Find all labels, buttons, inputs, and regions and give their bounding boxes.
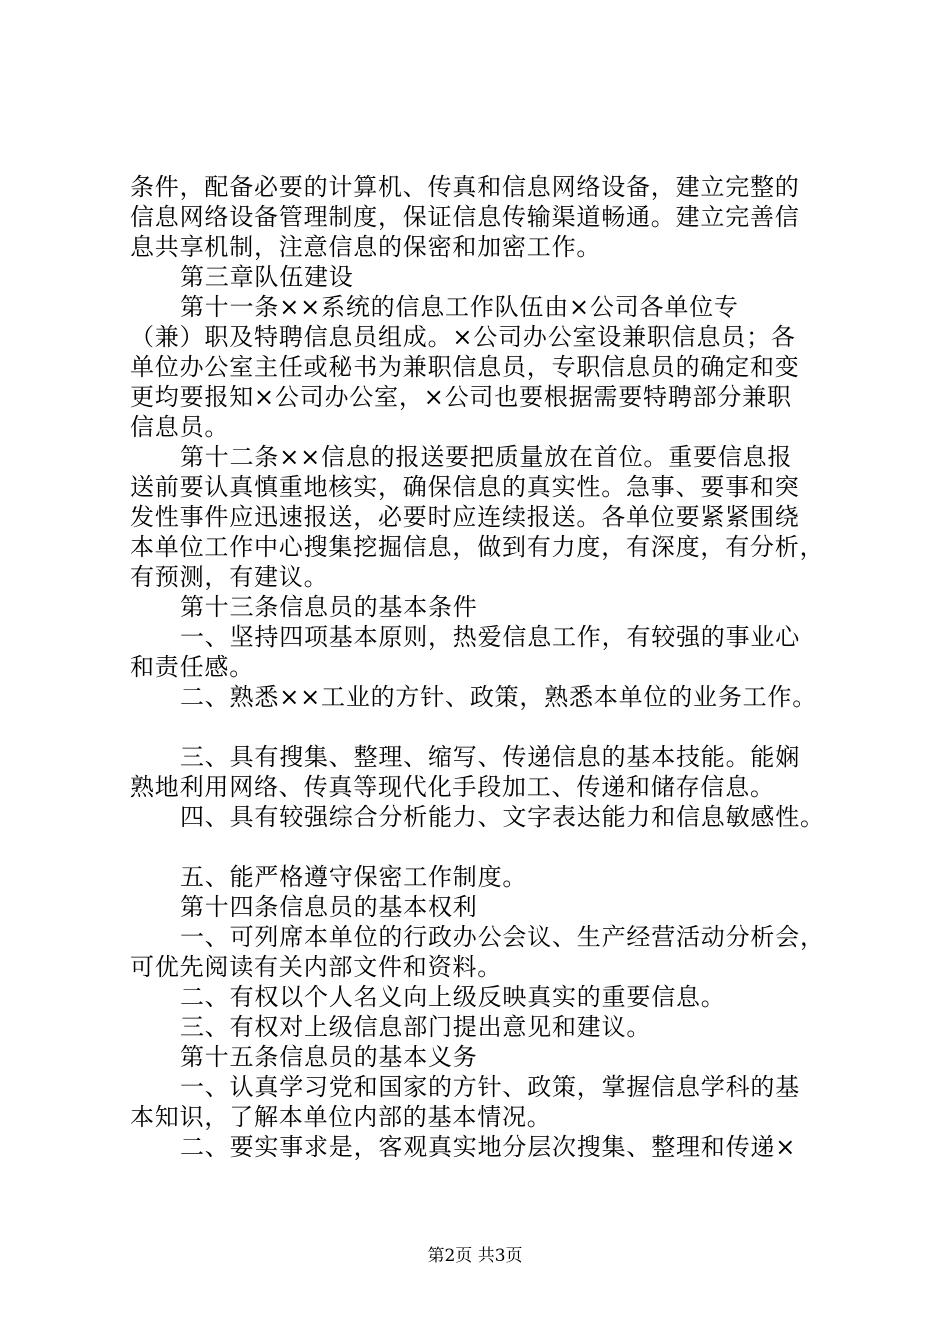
text-line: 更均要报知×公司办公室，×公司也要根据需要特聘部分兼职 — [130, 383, 792, 411]
text-line: 第十四条信息员的基本权利 — [180, 893, 478, 921]
text-line: 本单位工作中心搜集挖掘信息，做到有力度，有深度，有分析， — [130, 533, 825, 561]
text-line: 信息员。 — [130, 413, 230, 441]
text-line: 送前要认真慎重地核实，确保信息的真实性。急事、要事和突 — [130, 473, 800, 501]
document-body — [130, 172, 835, 1162]
text-line: 一、可列席本单位的行政办公会议、生产经营活动分析会， — [180, 923, 825, 951]
text-line: 第十二条××信息的报送要把质量放在首位。重要信息报 — [180, 443, 793, 471]
text-line: 和责任感。 — [130, 653, 254, 681]
text-line: 四、具有较强综合分析能力、文字表达能力和信息敏感性。 — [180, 803, 825, 831]
text-line: 第十一条××系统的信息工作队伍由×公司各单位专 — [180, 293, 739, 321]
text-line: 第三章队伍建设 — [180, 263, 354, 291]
text-line: 条件，配备必要的计算机、传真和信息网络设备，建立完整的 — [130, 173, 800, 201]
text-line: 发性事件应迅速报送，必要时应连续报送。各单位要紧紧围绕 — [130, 503, 800, 531]
blank-line — [130, 712, 835, 742]
text-line: （兼）职及特聘信息员组成。×公司办公室设兼职信息员；各 — [130, 323, 796, 351]
text-line: 二、要实事求是，客观真实地分层次搜集、整理和传递× — [180, 1133, 797, 1161]
text-line: 第十三条信息员的基本条件 — [180, 593, 478, 621]
text-line: 五、能严格遵守保密工作制度。 — [180, 863, 528, 891]
text-line: 第十五条信息员的基本义务 — [180, 1043, 478, 1071]
text-line: 一、认真学习党和国家的方针、政策，掌握信息学科的基 — [180, 1073, 800, 1101]
blank-line — [130, 832, 835, 862]
text-line: 二、有权以个人名义向上级反映真实的重要信息。 — [180, 983, 726, 1011]
text-line: 信息网络设备管理制度，保证信息传输渠道畅通。建立完善信 — [130, 203, 800, 231]
page-footer: 第2页 共3页 — [427, 1246, 523, 1266]
text-line: 三、具有搜集、整理、缩写、传递信息的基本技能。能娴 — [180, 743, 800, 771]
text-line: 二、熟悉××工业的方针、政策，熟悉本单位的业务工作。 — [180, 683, 818, 711]
text-line: 一、坚持四项基本原则，热爱信息工作，有较强的事业心 — [180, 623, 800, 651]
text-line: 熟地利用网络、传真等现代化手段加工、传递和储存信息。 — [130, 773, 775, 801]
text-line: 息共享机制，注意信息的保密和加密工作。 — [130, 233, 602, 261]
text-line: 本知识，了解本单位内部的基本情况。 — [130, 1103, 552, 1131]
text-line: 三、有权对上级信息部门提出意见和建议。 — [180, 1013, 652, 1041]
text-line: 有预测，有建议。 — [130, 563, 329, 591]
text-line: 可优先阅读有关内部文件和资料。 — [130, 953, 502, 981]
text-line: 单位办公室主任或秘书为兼职信息员，专职信息员的确定和变 — [130, 353, 800, 381]
